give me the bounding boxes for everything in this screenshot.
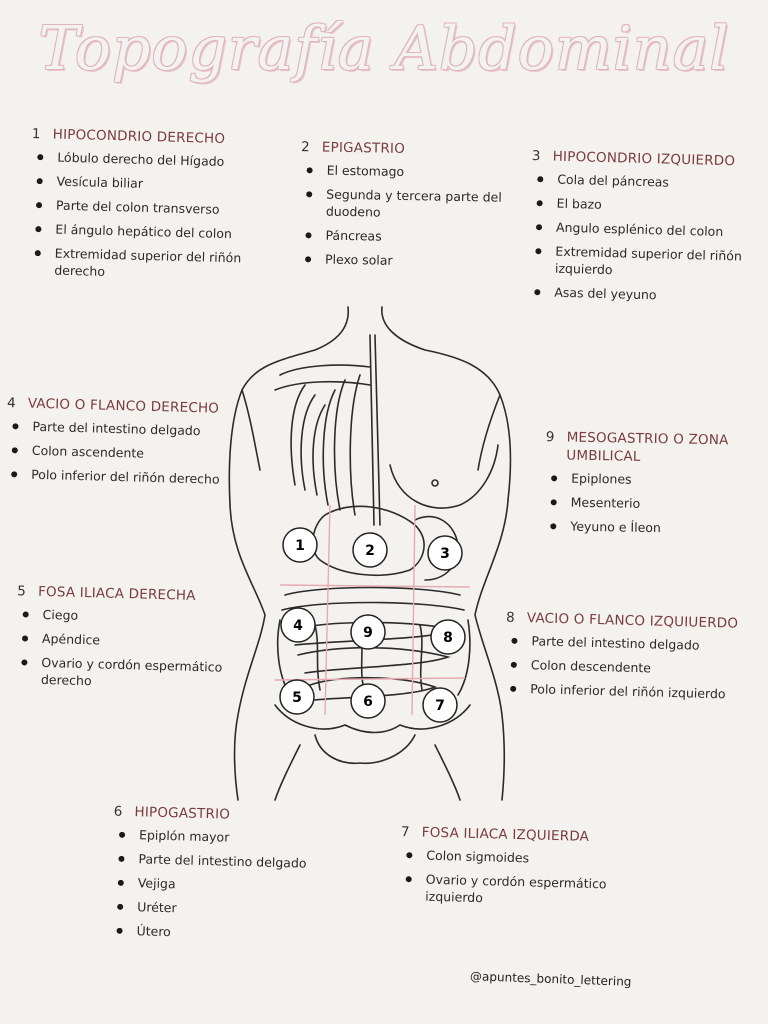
section-heading: FOSA ILIACA DERECHA <box>37 583 196 604</box>
section-epigastrio <box>299 138 511 278</box>
region-label-5: 5 <box>292 690 302 706</box>
list-item: Vesícula biliar <box>30 173 265 196</box>
list-item: Lóbulo derecho del Hígado <box>31 149 266 172</box>
author-credit: @apuntes_bonito_lettering <box>469 969 632 989</box>
region-label-7: 7 <box>435 698 445 714</box>
list-item: Ciego <box>16 606 226 628</box>
list-item: Segunda y tercera parte del duodeno <box>300 186 511 223</box>
list-item: Polo inferior del riñón derecho <box>5 466 225 489</box>
list-item: Epiplón mayor <box>113 827 373 851</box>
section-flanco-izquierdo <box>504 609 766 712</box>
list-item: Páncreas <box>299 227 509 248</box>
section-fosa-iliaca-izquierda <box>399 823 631 918</box>
section-number: 5 <box>17 583 27 600</box>
section-heading: HIPOCONDRIO IZQUIERDO <box>552 148 736 170</box>
list-item: Ovario y cordón espermático izquierdo <box>399 871 630 911</box>
section-number: 4 <box>6 395 17 412</box>
abdominal-diagram <box>220 295 520 805</box>
list-item: Parte del intestino delgado <box>112 851 372 875</box>
section-flanco-derecho <box>5 394 227 496</box>
section-heading: MESOGASTRIO O ZONA UMBILICAL <box>566 429 729 466</box>
list-item: El estomago <box>300 162 510 183</box>
section-fosa-iliaca-derecha <box>15 582 228 700</box>
list-item: Colon descendente <box>505 657 765 681</box>
list-item: Parte del colon transverso <box>30 197 265 220</box>
region-label-8: 8 <box>443 630 453 646</box>
section-number: 9 <box>545 429 555 446</box>
section-number: 2 <box>300 139 310 156</box>
list-item: Parte del intestino delgado <box>505 633 765 657</box>
section-heading: EPIGASTRIO <box>321 139 406 157</box>
list-item: Útero <box>110 922 370 946</box>
list-item: Mesenterio <box>545 494 755 515</box>
section-number: 8 <box>505 609 516 626</box>
section-number: 1 <box>31 125 41 143</box>
list-item: Plexo solar <box>299 251 509 272</box>
region-label-3: 3 <box>440 546 450 562</box>
region-label-2: 2 <box>365 543 375 559</box>
list-item: El bazo <box>530 195 760 218</box>
list-item: Yeyuno e Íleon <box>544 518 754 539</box>
list-item: Extremidad superior del riñón derecho <box>28 245 264 285</box>
list-item: Ovario y cordón espermático derecho <box>15 654 226 693</box>
section-number: 6 <box>113 803 123 820</box>
list-item: Polo inferior del riñón izquierdo <box>504 681 764 705</box>
section-heading: HIPOCONDRIO DERECHO <box>52 126 226 148</box>
section-mesogastrio <box>544 428 756 546</box>
region-label-6: 6 <box>363 694 373 710</box>
region-label-9: 9 <box>363 625 373 641</box>
list-item: Colon sigmoides <box>400 847 630 870</box>
list-item: El ángulo hepático del colon <box>29 221 264 244</box>
section-number: 3 <box>531 148 541 165</box>
page-title: Topografía Abdominal <box>38 14 730 84</box>
list-item: Vejiga <box>112 875 372 899</box>
section-heading: HIPOGASTRIO <box>134 804 231 823</box>
section-heading: FOSA ILIACA IZQUIERDA <box>421 824 590 845</box>
list-item: Asas del yeyuno <box>528 284 758 307</box>
section-hipocondrio-izquierdo <box>528 147 762 313</box>
list-item: Extremidad superior del riñón izquierdo <box>529 243 760 283</box>
list-item: Cola del páncreas <box>531 171 761 194</box>
section-hipogastrio <box>110 803 374 953</box>
list-item: Apéndice <box>16 630 226 652</box>
list-item: Epiplones <box>545 471 755 492</box>
section-number: 7 <box>400 824 410 841</box>
section-heading: VACIO O FLANCO IZQUIUERDO <box>526 610 739 632</box>
region-label-1: 1 <box>295 538 305 554</box>
list-item: Angulo esplénico del colon <box>530 219 760 242</box>
list-item: Parte del intestino delgado <box>6 418 226 441</box>
list-item: Colon ascendente <box>6 442 226 465</box>
region-label-4: 4 <box>293 618 303 634</box>
section-heading: VACIO O FLANCO DERECHO <box>27 395 220 417</box>
list-item: Uréter <box>111 898 371 922</box>
section-hipocondrio-derecho <box>28 125 267 292</box>
